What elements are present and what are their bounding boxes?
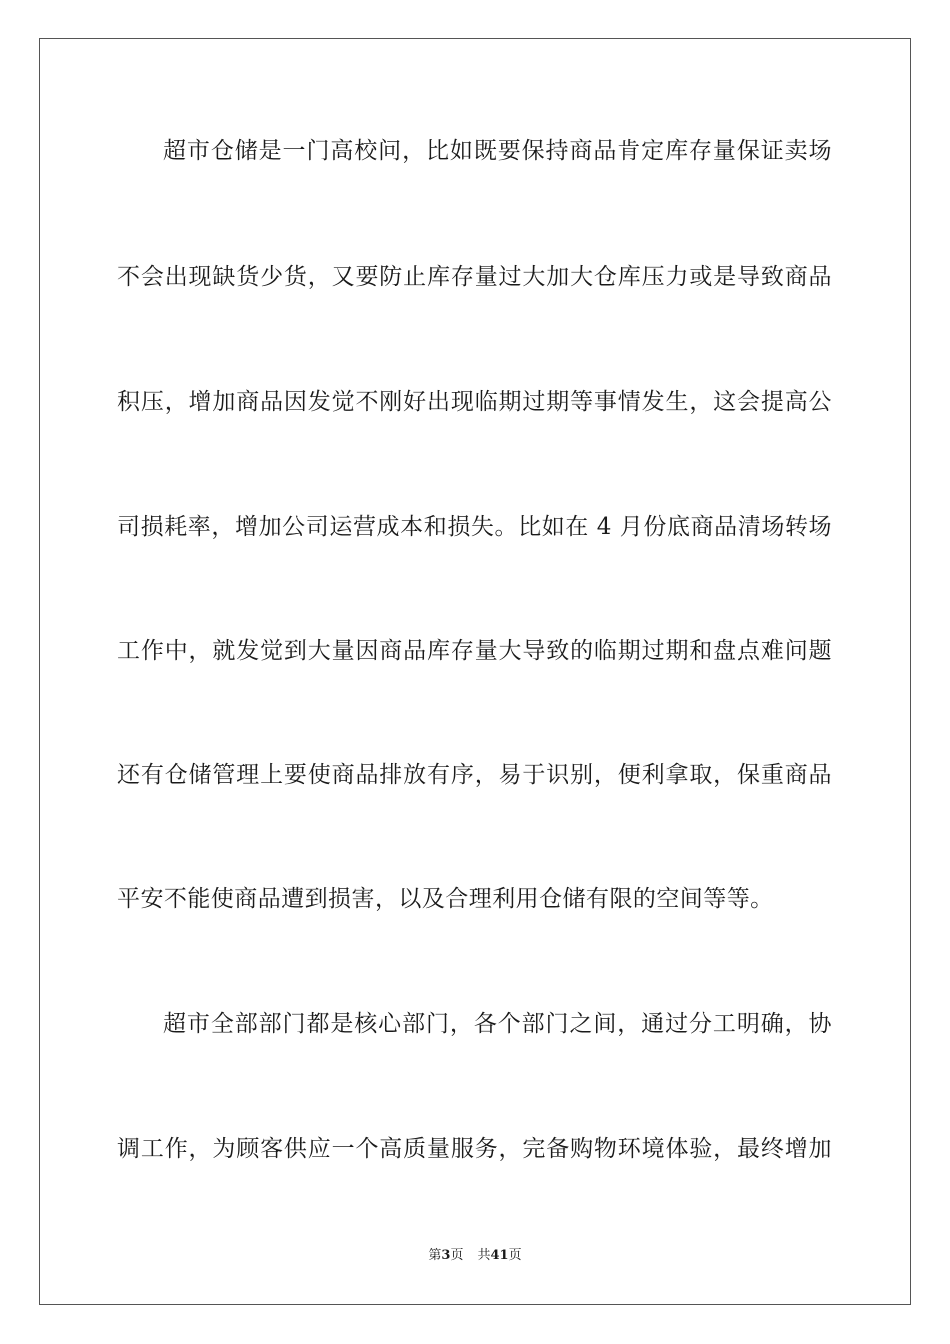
paragraph-2-line-1: 超市全部部门都是核心部门，各个部门之间，通过分工明确，协 (163, 1011, 832, 1037)
page-number-prefix: 第 (428, 1248, 442, 1263)
total-pages-prefix: 共 (477, 1248, 491, 1263)
paragraph-1-line-6: 还有仓储管理上要使商品排放有序，易于识别，便利拿取，保重商品 (117, 762, 832, 788)
paragraph-2-line-2: 调工作，为顾客供应一个高质量服务，完备购物环境体验，最终增加 (117, 1136, 832, 1162)
paragraph-1-line-1: 超市仓储是一门高校问，比如既要保持商品肯定库存量保证卖场 (163, 138, 832, 164)
paragraph-1-line-3: 积压，增加商品因发觉不刚好出现临期过期等事情发生，这会提高公 (117, 389, 832, 415)
total-pages: 41 (490, 1248, 509, 1263)
paragraph-1-line-2: 不会出现缺货少货，又要防止库存量过大加大仓库压力或是导致商品 (117, 264, 832, 290)
paragraph-1-line-5: 工作中，就发觉到大量因商品库存量大导致的临期过期和盘点难问题 (117, 638, 832, 664)
page-border (39, 38, 911, 1305)
paragraph-1-line-4: 司损耗率，增加公司运营成本和损失。比如在 4 月份底商品清场转场 (117, 514, 832, 540)
page-number-suffix: 页 (450, 1248, 464, 1263)
total-pages-suffix: 页 (508, 1248, 522, 1263)
page-footer (0, 1247, 950, 1265)
paragraph-1-line-7: 平安不能使商品遭到损害，以及合理利用仓储有限的空间等等。 (117, 886, 774, 912)
page-number: 3 (441, 1248, 451, 1263)
